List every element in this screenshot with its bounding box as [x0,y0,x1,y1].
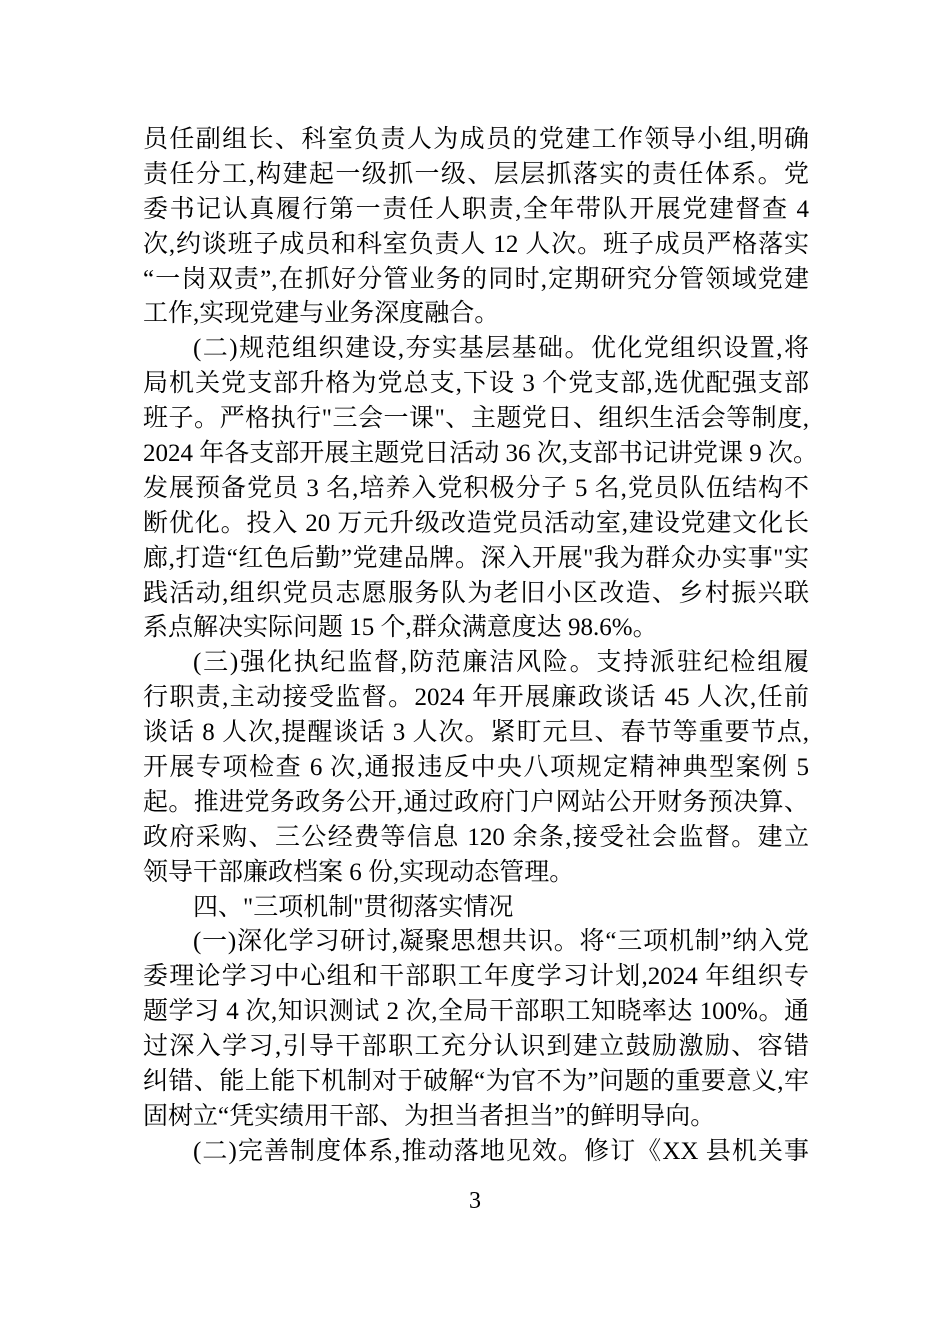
text-line: 政府采购、三公经费等信息 120 余条,接受社会监督。建立 [143,823,809,851]
text-line: 固树立“凭实绩用干部、为担当者担当”的鲜明导向。 [143,1102,716,1130]
text-line: 起。推进党务政务公开,通过政府门户网站公开财务预决算、 [143,788,809,816]
text-line: 谈话 8 人次,提醒谈话 3 人次。紧盯元旦、春节等重要节点, [143,719,809,747]
text-line: 委理论学习中心组和干部职工年度学习计划,2024 年组织专 [143,963,809,991]
text-line: (二)完善制度体系,推动落地见效。修订《XX 县机关事 [193,1137,809,1165]
text-line: 开展专项检查 6 次,通报违反中央八项规定精神典型案例 5 [143,754,809,782]
text-line: 员任副组长、科室负责人为成员的党建工作领导小组,明确 [143,126,809,153]
text-line: 班子。严格执行"三会一课"、主题党日、组织生活会等制度, [143,405,809,433]
text-line: (三)强化执纪监督,防范廉洁风险。支持派驻纪检组履 [193,649,809,677]
text-line: 局机关党支部升格为党总支,下设 3 个党支部,选优配强支部 [143,370,809,398]
text-line: 系点解决实际问题 15 个,群众满意度达 98.6%。 [143,614,658,642]
document-body [143,123,819,1170]
text-line: (一)深化学习研讨,凝聚思想共识。将“三项机制”纳入党 [193,928,809,956]
text-line: 委书记认真履行第一责任人职责,全年带队开展党建督查 4 [143,195,809,223]
text-line: 领导干部廉政档案 6 份,实现动态管理。 [143,858,575,886]
text-line: 过深入学习,引导干部职工充分认识到建立鼓励激励、容错 [143,1033,809,1061]
text-line: 2024 年各支部开展主题党日活动 36 次,支部书记讲党课 9 次。 [143,440,819,468]
text-line: “一岗双责”,在抓好分管业务的同时,定期研究分管领域党建 [143,265,809,293]
text-line: 次,约谈班子成员和科室负责人 12 人次。班子成员严格落实 [143,230,809,258]
text-line: 行职责,主动接受监督。2024 年开展廉政谈话 45 人次,任前 [143,684,809,712]
text-line: 工作,实现党建与业务深度融合。 [143,300,500,328]
text-line: 发展预备党员 3 名,培养入党积极分子 5 名,党员队伍结构不 [143,474,809,502]
text-line: 四、"三项机制"贯彻落实情况 [193,893,514,921]
text-line: 责任分工,构建起一级抓一级、层层抓落实的责任体系。党 [143,160,809,188]
text-line: 断优化。投入 20 万元升级改造党员活动室,建设党建文化长 [143,509,809,537]
page-number: 3 [469,1188,481,1214]
text-line: 纠错、能上能下机制对于破解“为官不为”问题的重要意义,牢 [143,1068,809,1096]
text-line: 廊,打造“红色后勤”党建品牌。深入开展"我为群众办实事"实 [143,544,809,572]
text-line: 践活动,组织党员志愿服务队为老旧小区改造、乡村振兴联 [143,579,809,607]
text-line: 题学习 4 次,知识测试 2 次,全局干部职工知晓率达 100%。通 [143,998,809,1026]
text-line: (二)规范组织建设,夯实基层基础。优化党组织设置,将 [193,335,809,363]
